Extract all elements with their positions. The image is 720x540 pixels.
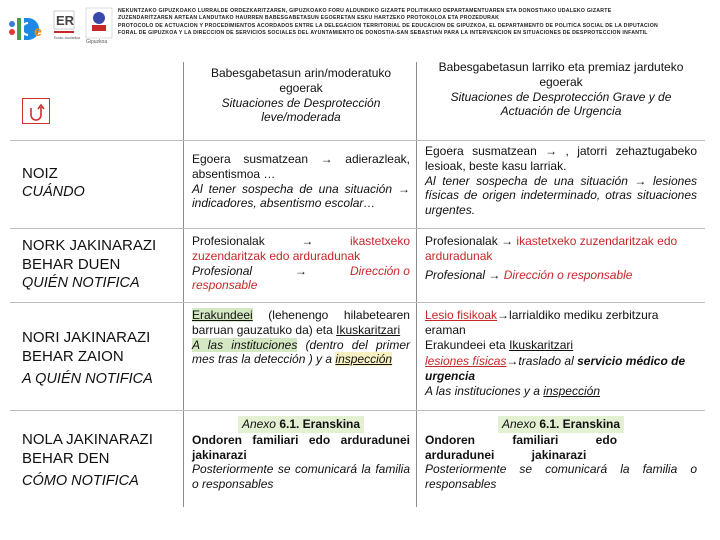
column-divider [183, 62, 184, 507]
inspection-eu-link[interactable]: Ikuskaritzari [336, 322, 401, 337]
row-label-es: A QUIÉN NOTIFICA [22, 371, 153, 387]
physical-injury-eu-link[interactable]: Lesio fisikoak [425, 308, 498, 322]
arrow-icon: → [295, 263, 307, 278]
to-whom-severe-es-2 [425, 384, 697, 399]
column-header-moderate [192, 66, 410, 125]
row-label-eu: NOIZ [22, 165, 58, 182]
who-severe-cell [425, 234, 697, 282]
u-turn-arrow-svg [23, 99, 49, 123]
how-severe-es: Posteriormente se comunicará la familia o responsables [425, 462, 697, 492]
to-whom-severe-es-d: A las instituciones y a [425, 384, 540, 399]
urgent-medical-service: servicio médico de urgencia [425, 353, 686, 383]
anexo-prefix: Anexo [241, 417, 276, 431]
column-title-eu: Babesgabetasun larriko eta premiaz jarduteko egoerak [438, 60, 684, 89]
institutions-es-text: A las instituciones [192, 337, 298, 352]
dice-logo [9, 18, 42, 40]
how-moderate-cell [192, 416, 410, 492]
who-moderate-line [192, 234, 410, 249]
to-whom-moderate-eu [192, 308, 410, 338]
to-whom-severe-cell [425, 308, 697, 399]
logo-group [6, 6, 118, 46]
inspection-es-link[interactable]: inspección [543, 384, 600, 399]
anexo-number: 6.1. Eranskina [279, 417, 361, 431]
who-severe-eu-a: Profesionalak [425, 234, 498, 248]
row-label-eu: NORK JAKINARAZI BEHAR DUEN [22, 237, 157, 273]
who-moderate-eu-b: ikastetxeko [349, 234, 410, 248]
column-title-eu: Babesgabetasun arin/moderatuko egoerak [210, 66, 392, 95]
to-whom-severe-eu-c: Erakundeei eta [425, 338, 506, 353]
who-severe-eu-b: ikastetxeko zuzendaritzak edo arduradunak [425, 234, 678, 263]
row-label-eu: NOLA JAKINARAZI BEHAR DEN [22, 431, 153, 467]
who-moderate-eu-c: zuzendaritzak edo arduradunak [192, 248, 361, 263]
to-whom-severe-eu-b: larrialdiko mediku zerbitzura eraman [425, 308, 659, 338]
when-severe-es: Al tener sospecha de una situación → lesiones físicas de origen indeterminado, otras situaciones urgentes. [425, 173, 697, 218]
arrow-icon: → [488, 267, 501, 282]
arrow-icon: → [497, 308, 510, 322]
to-whom-moderate-es-b: (dentro del primer mes tras la detección ) y a [192, 337, 410, 367]
who-severe-es-b: Dirección o responsable [503, 267, 633, 282]
to-whom-moderate-cell [192, 308, 410, 367]
when-moderate-es: Al tener sospecha de una situación → indicadores, absentismo escolar… [192, 181, 410, 211]
how-moderate-es: Posteriormente se comunicará la familia o responsables [192, 462, 410, 492]
er-logo-caption: Eusko Jaurlaritza [54, 36, 81, 40]
to-whom-severe-eu-2 [425, 338, 697, 353]
anexo-badge [192, 416, 410, 433]
row-divider [10, 302, 705, 303]
column-title-es: Situaciones de Desprotección leve/moderada [221, 95, 381, 125]
to-whom-moderate-es [192, 338, 410, 368]
svg-text:e: e [34, 23, 42, 39]
anexo-number: 6.1. Eranskina [539, 417, 621, 431]
who-moderate-line [192, 264, 410, 279]
row-label-when [22, 164, 172, 202]
document-header [118, 8, 714, 38]
inspection-eu-link[interactable]: Ikuskaritzari [509, 338, 574, 353]
row-label-eu: NORI JAKINARAZI BEHAR ZAION [22, 329, 151, 365]
how-severe-cell [425, 416, 697, 492]
when-moderate-cell [192, 152, 410, 211]
who-moderate-cell [192, 234, 410, 293]
gipuzkoa-logo-caption: Gipuzkoa [86, 39, 108, 45]
logos-svg [6, 6, 118, 46]
column-title-es: Situaciones de Desprotección Grave y de Actuación de Urgencia [450, 89, 672, 119]
header-line: FORAL DE GIPUZKOA Y LA DIRECCIÓN DE SERVICIOS SOCIALES DEL AYUNTAMIENTO DE DONOSTIA-SAN SEBASTIAN PARA LA INTERVENCIÓN EN SITUACIONES DE DESPROTECCIÓN INFANTIL [118, 30, 648, 37]
when-severe-cell [425, 144, 697, 218]
institutions-eu-link[interactable]: Erakundeei [192, 308, 253, 322]
anexo-prefix: Anexo [501, 417, 536, 431]
how-severe-eu: Ondoren familiari edo arduradunei jakinarazi [425, 432, 618, 462]
header-line: PROTOCOLO DE ACTUACIÓN Y PROCEDIMIENTOS ACORDADOS ENTRE LA DELEGACIÓN TERRITORIAL DE EDUCACIÓN DE GIPUZKOA, EL DEPARTAMENTO DE POLÍTICA SOCIAL DE LA DIPUTACIÓN [118, 22, 658, 29]
row-divider [10, 228, 705, 229]
who-moderate-eu-a: Profesionalak [192, 234, 265, 248]
row-label-es: CUÁNDO [22, 184, 85, 200]
when-moderate-eu: Egoera susmatzean → adierazleak, absentismoa … [192, 152, 410, 181]
who-moderate-es-c: responsable [192, 278, 258, 293]
to-whom-severe-es [425, 354, 697, 384]
arrow-icon: → [301, 234, 314, 248]
row-label-es: CÓMO NOTIFICA [22, 473, 139, 489]
arrow-icon: → [506, 353, 519, 368]
to-whom-severe-es-b: traslado al [518, 353, 574, 368]
who-severe-eu [425, 234, 697, 264]
anexo-link[interactable] [238, 416, 364, 433]
when-severe-eu: Egoera susmatzean → , jatorri zehaztugabeko lesioak, beste kasu larriak. [425, 144, 697, 173]
who-moderate-es-b: Dirección o [349, 263, 410, 278]
row-label-to-whom [22, 328, 180, 389]
row-divider [10, 140, 705, 141]
row-label-es: QUIÉN NOTIFICA [22, 275, 140, 291]
physical-injury-es-link[interactable]: lesiones físicas [425, 353, 507, 368]
anexo-link[interactable] [498, 416, 624, 433]
u-turn-arrow-icon [22, 98, 50, 124]
er-logo-label: ER [56, 13, 75, 28]
column-divider [416, 62, 417, 507]
who-severe-es [425, 268, 697, 283]
anexo-badge [425, 416, 697, 433]
row-label-how [22, 430, 180, 491]
who-moderate-es-a: Profesional [192, 263, 253, 278]
er-logo [54, 11, 80, 40]
to-whom-severe-eu [425, 308, 697, 338]
header-line: ZUZENDARITZAREN ARTEAN LANDUTAKO HAURREN BABESGABETASUN EGOERETAN ESKU HARTZEKO PROTOKOLOA ETA PROZEDURAK [118, 15, 500, 22]
how-moderate-eu: Ondoren familiari edo arduradunei jakinarazi [192, 432, 410, 462]
arrow-icon: → [501, 234, 514, 248]
who-severe-es-a: Profesional [425, 267, 486, 282]
gipuzkoa-logo [86, 8, 112, 45]
inspection-es-link[interactable]: inspección [335, 352, 393, 367]
row-label-who [22, 236, 180, 293]
column-header-severe [423, 60, 699, 119]
header-line: NEKUNTZAKO GIPUZKOAKO LURRALDE ORDEZKARITZAREN, GIPUZKOAKO FORU ALDUNDIKO GIZARTE POLITIKAKO DEPARTAMENTUAREN ETA DONOSTIAKO UDALEKO GIZARTE [118, 8, 612, 14]
row-divider [10, 410, 705, 411]
to-whom-moderate-eu-b: (lehenengo hilabetearen barruan gauzatuko da) eta [192, 308, 410, 337]
